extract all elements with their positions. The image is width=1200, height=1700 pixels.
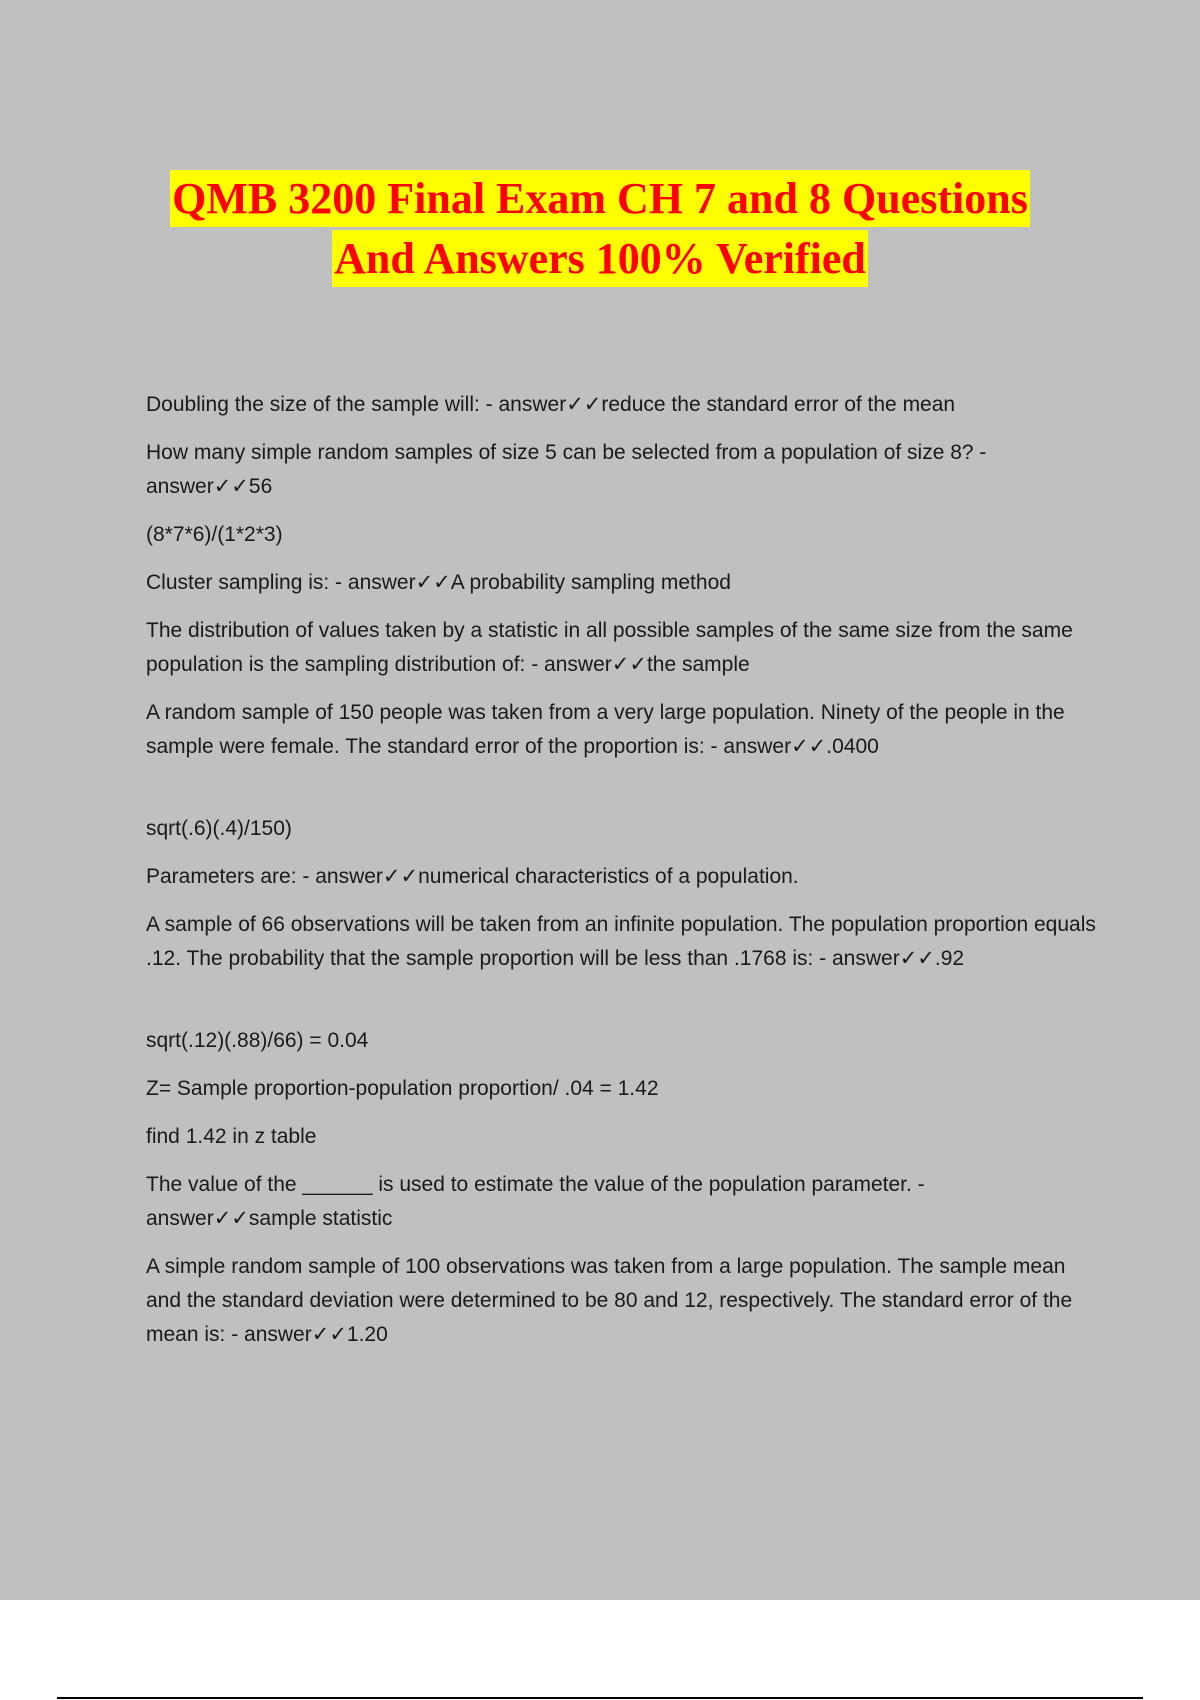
title-line-1: QMB 3200 Final Exam CH 7 and 8 Questions — [170, 170, 1030, 227]
paragraph-5: The distribution of values taken by a statistic in all possible samples of the same size from the same population is the sampling distribution of: - answer✓✓the sample — [146, 619, 1073, 676]
paragraph-1: Doubling the size of the sample will: - answer✓✓reduce the standard error of the mean — [146, 393, 956, 416]
paragraph-9: A sample of 66 observations will be taken from an infinite population. The population proportion equals .12. The probability that the sample proportion will be less than .1768 is: - answer✓✓.92 — [146, 913, 1096, 970]
paragraph-6: A random sample of 150 people was taken from a very large population. Ninety of the people in the sample were female. The standard error of the proportion is: - answer✓✓.0400 — [146, 701, 1065, 758]
paragraph-7: sqrt(.6)(.4)/150) — [146, 817, 292, 840]
paragraph-14: A simple random sample of 100 observations was taken from a large population. The sample mean and the standard deviation were determined to be 80 and 12, respectively. The standard error of the mean is: - answer✓✓1.20 — [146, 1255, 1073, 1346]
paragraph-3: (8*7*6)/(1*2*3) — [146, 523, 283, 546]
footer-divider — [57, 1697, 1143, 1699]
paragraph-12: find 1.42 in z table — [146, 1125, 317, 1148]
paragraph-13: The value of the ______ is used to estimate the value of the population parameter. - answer✓✓sample statistic — [146, 1173, 925, 1230]
title-line-2: And Answers 100% Verified — [332, 230, 868, 287]
paragraph-4: Cluster sampling is: - answer✓✓A probability sampling method — [146, 571, 731, 594]
paragraph-11: Z= Sample proportion-population proportion/ .04 = 1.42 — [146, 1077, 659, 1100]
paragraph-8: Parameters are: - answer✓✓numerical characteristics of a population. — [146, 865, 799, 888]
document-body — [146, 388, 1096, 1366]
paragraph-2: How many simple random samples of size 5 can be selected from a population of size 8? - answer✓✓56 — [146, 441, 987, 498]
document-title — [0, 170, 1200, 287]
paragraph-10: sqrt(.12)(.88)/66) = 0.04 — [146, 1029, 369, 1052]
